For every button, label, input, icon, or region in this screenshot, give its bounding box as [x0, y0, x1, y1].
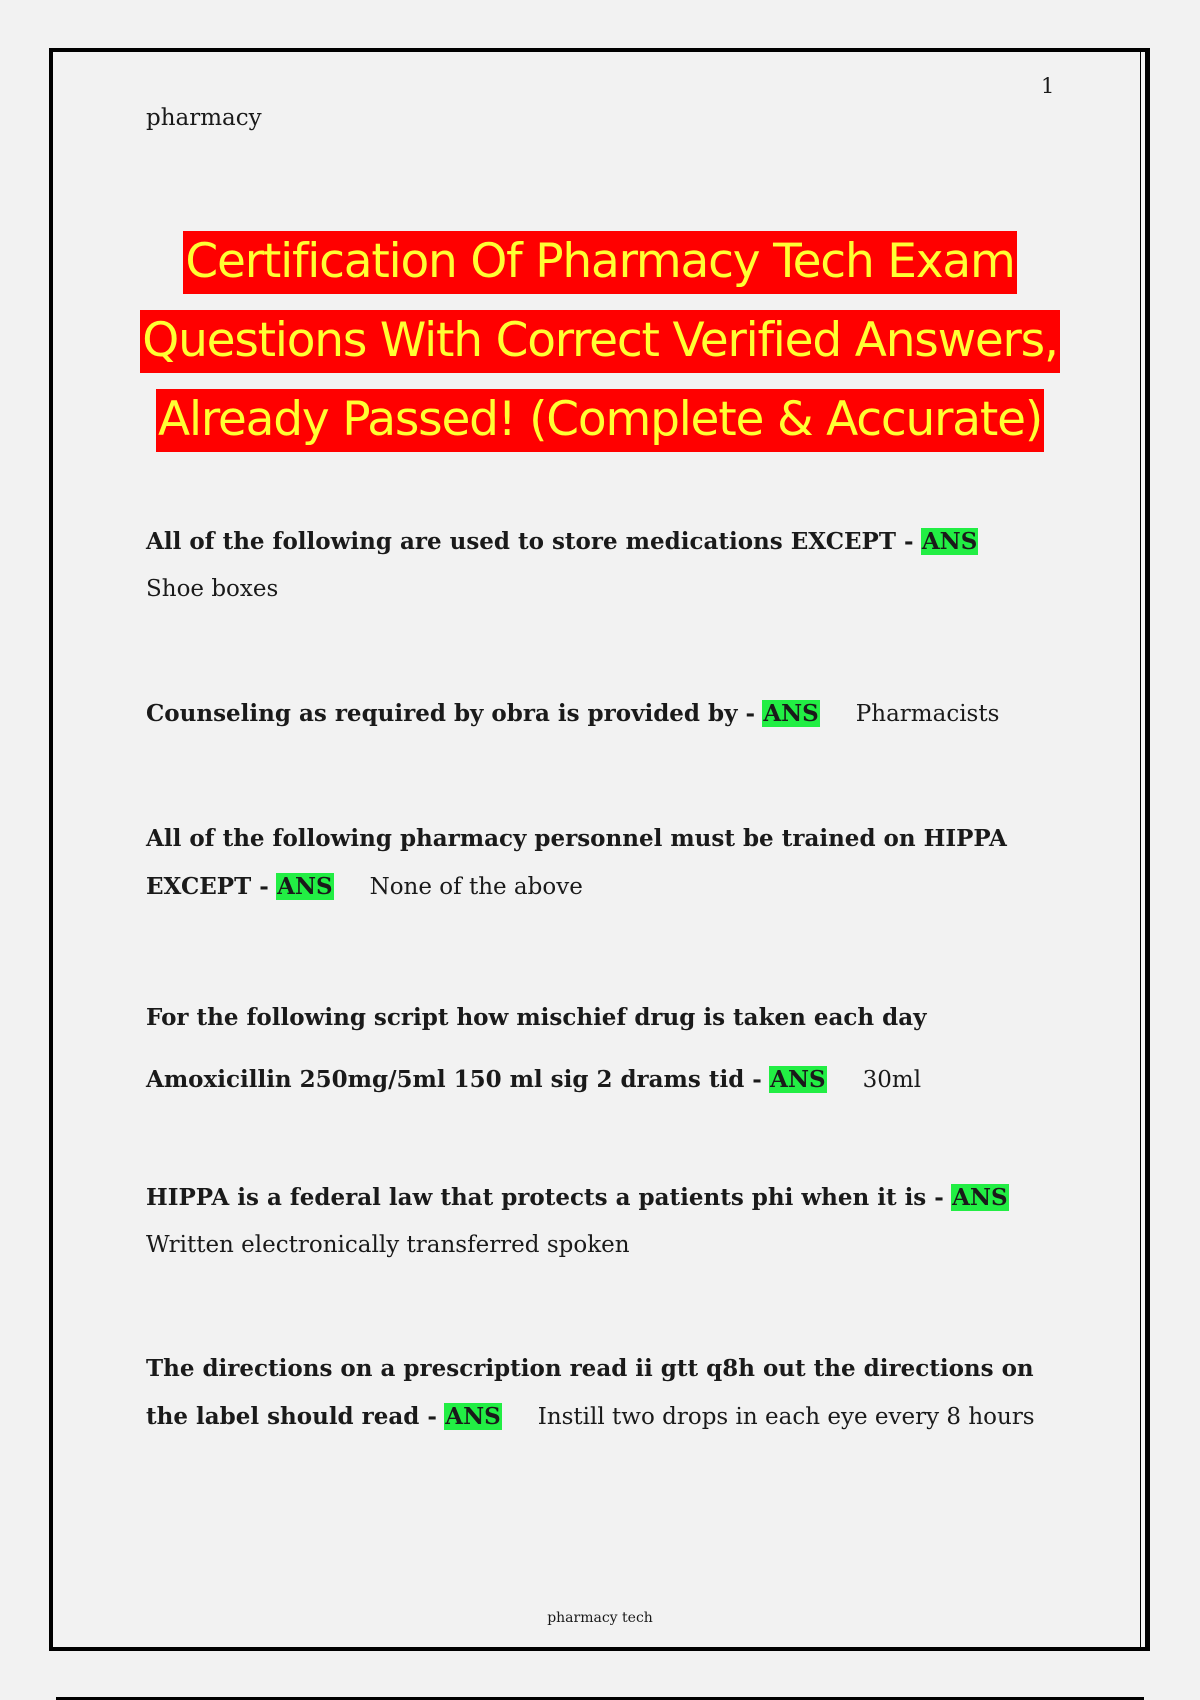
question-text: The directions on a prescription read ii gtt q8h out the directions on the label should read -: [146, 1355, 1034, 1430]
title-line-1: Certification Of Pharmacy Tech Exam: [183, 231, 1016, 294]
answer-text: Instill two drops in each eye every 8 hours: [537, 1404, 1035, 1430]
title-line-2: Questions With Correct Verified Answers,: [140, 310, 1059, 373]
ans-tag: ANS: [952, 1184, 1008, 1211]
answer-text: None of the above: [369, 874, 583, 900]
answer-text: Shoe boxes: [146, 576, 279, 602]
qa-item-4: [146, 987, 1066, 1111]
qa-item-3: [146, 815, 1066, 911]
ans-tag: ANS: [763, 700, 819, 727]
answer-text: 30ml: [862, 1067, 922, 1093]
answer-text: Pharmacists: [855, 701, 1000, 727]
question-text: All of the following pharmacy personnel must be trained on HIPPA EXCEPT -: [146, 825, 1007, 900]
ans-tag: ANS: [921, 528, 978, 555]
qa-item-2: [146, 690, 1066, 738]
answer-text: Written electronically transferred spoken: [146, 1232, 630, 1258]
ans-tag: ANS: [277, 873, 333, 900]
question-text: Counseling as required by obra is provided by -: [146, 700, 755, 727]
qa-item-5: [146, 1174, 1066, 1269]
ans-tag: ANS: [770, 1066, 826, 1093]
page-header: pharmacy: [146, 105, 262, 131]
question-text: Amoxicillin 250mg/5ml 150 ml sig 2 drams tid -: [146, 1066, 762, 1093]
question-text: HIPPA is a federal law that protects a patients phi when it is -: [146, 1184, 944, 1211]
qa-item-1: [146, 518, 1066, 613]
page-number: 1: [1041, 74, 1055, 98]
title-line-3: Already Passed! (Complete & Accurate): [156, 389, 1044, 452]
qa-item-6: [146, 1345, 1066, 1441]
document-title: [60, 222, 1140, 459]
ans-tag: ANS: [445, 1403, 501, 1430]
question-text: All of the following are used to store medications EXCEPT -: [146, 528, 914, 555]
page-footer: pharmacy tech: [547, 1610, 653, 1626]
question-text-line1: For the following script how mischief drug is taken each day: [146, 1004, 927, 1031]
